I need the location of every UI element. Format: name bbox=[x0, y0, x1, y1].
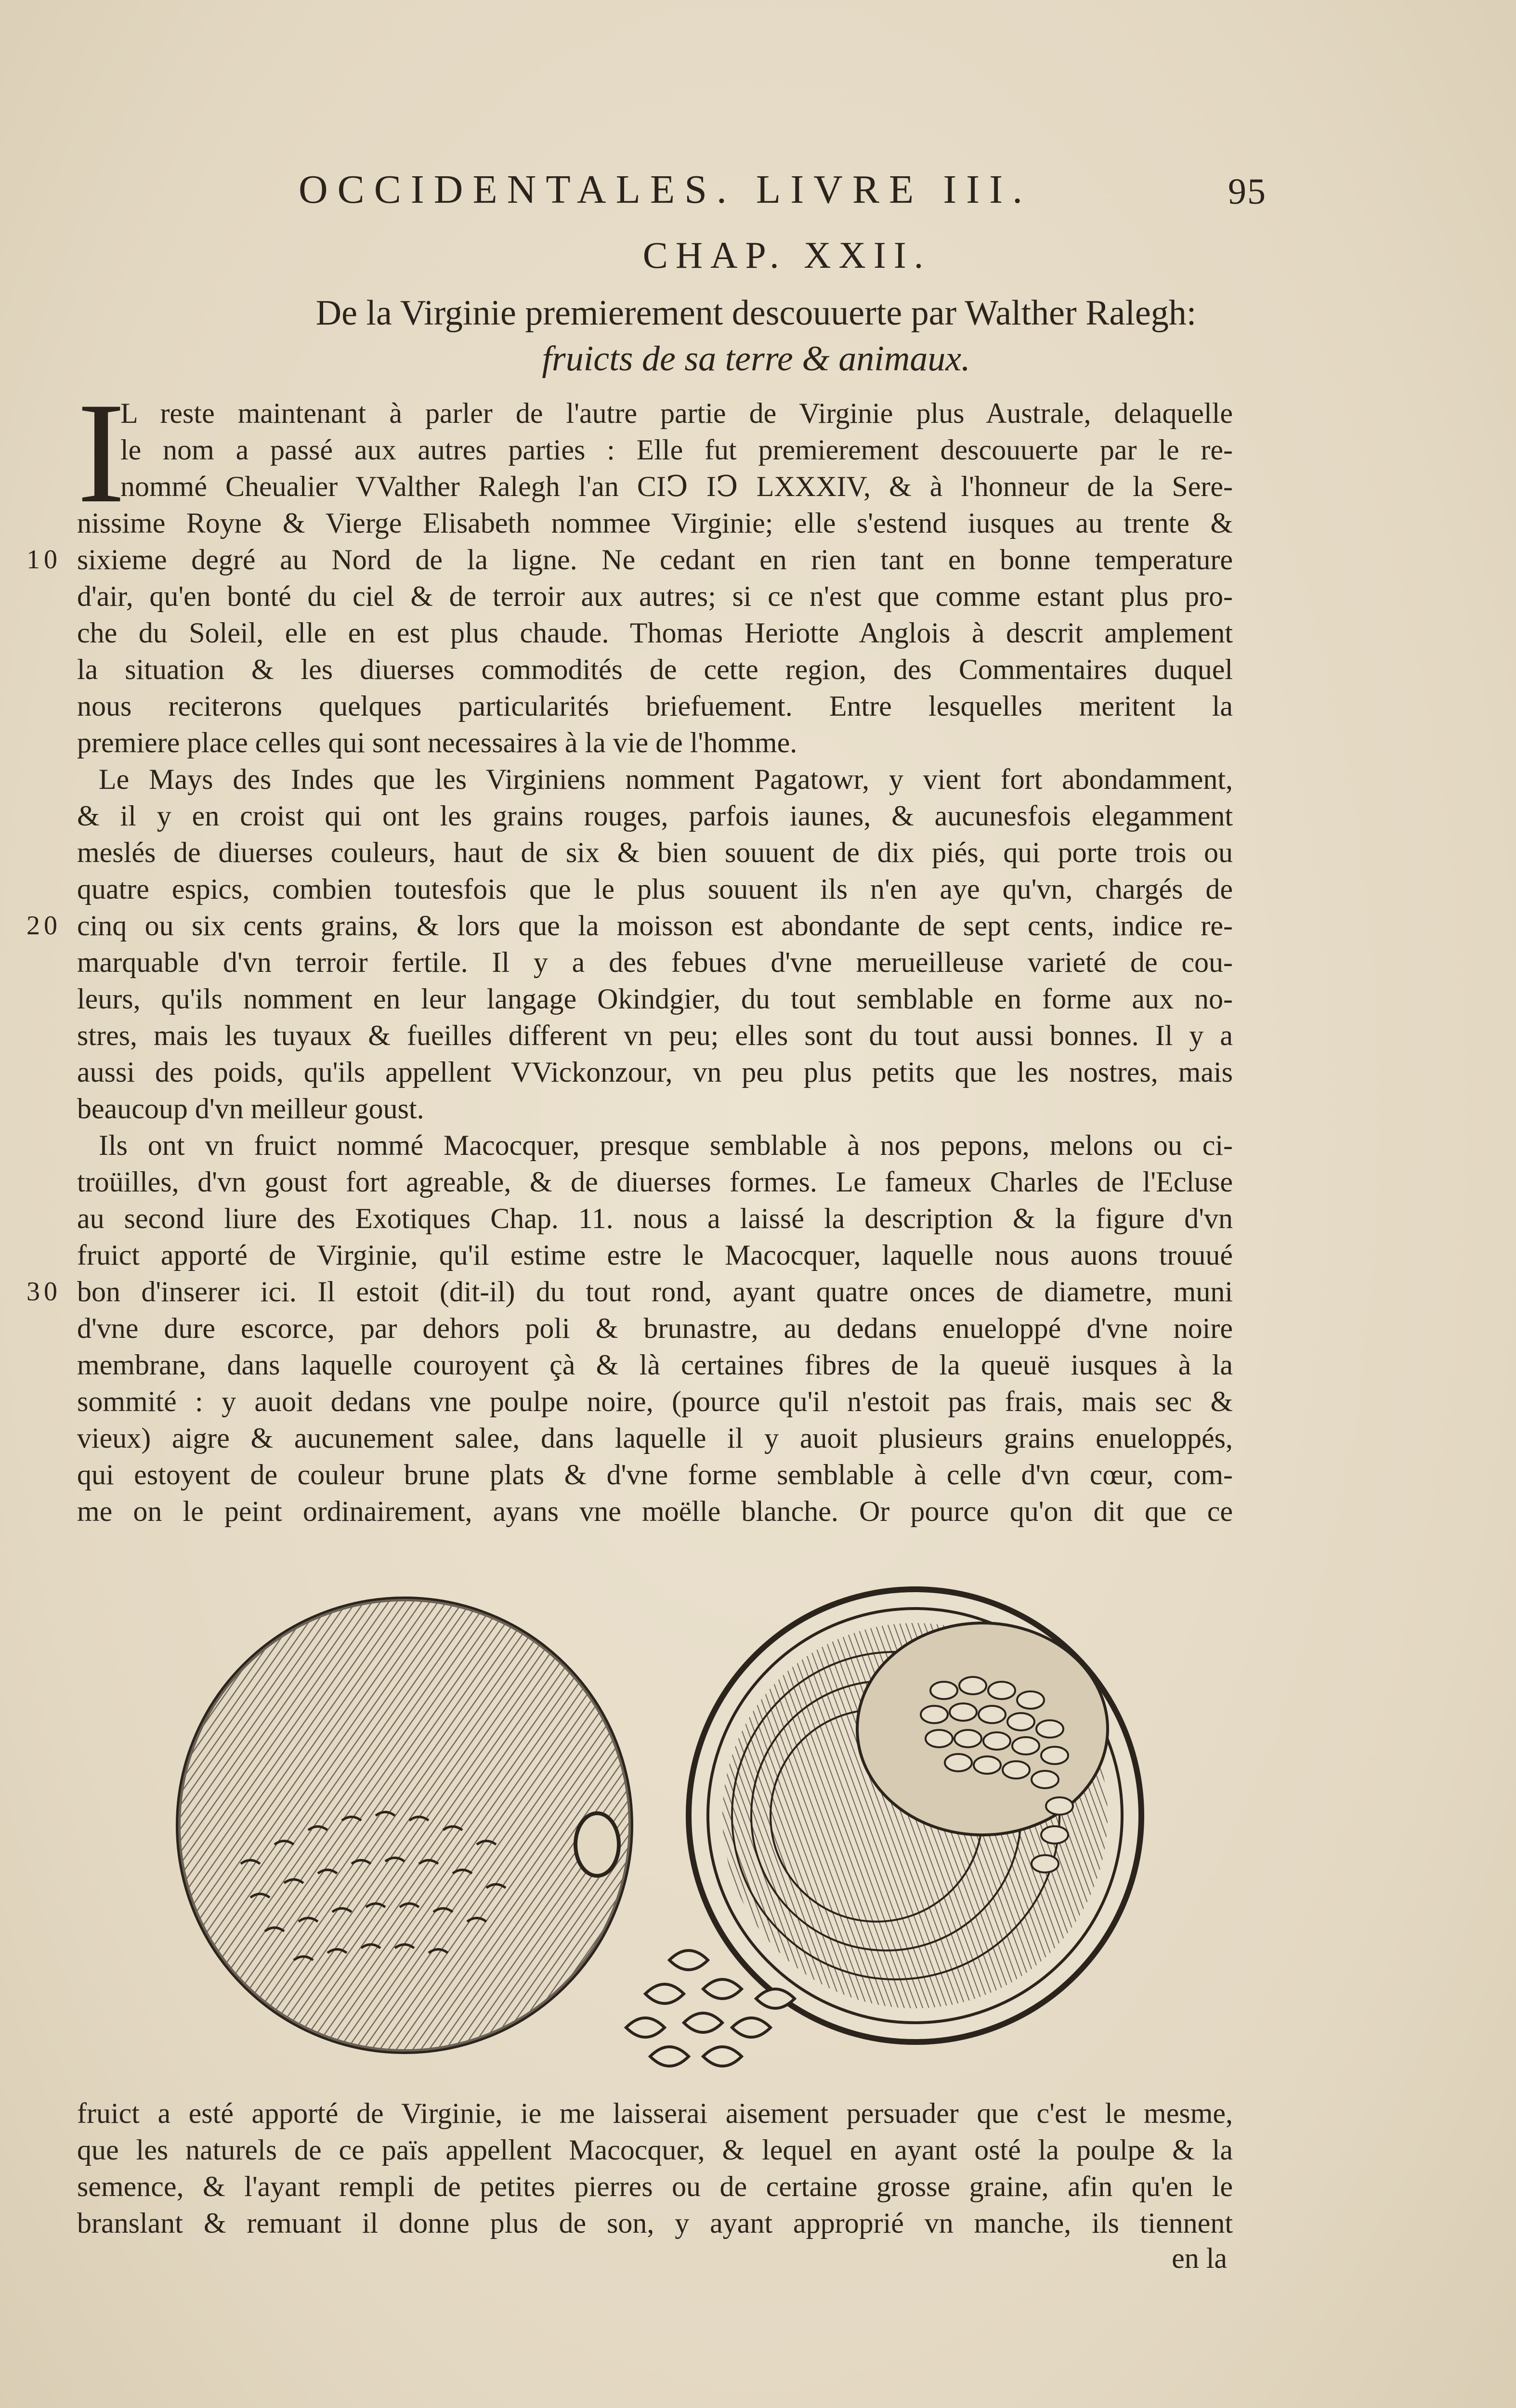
margin-line-number: 20 bbox=[26, 911, 61, 941]
margin-line-number: 30 bbox=[26, 1277, 61, 1307]
text-line: d'vne dure escorce, par dehors poli & brunastre, au dedans enueloppé d'vne noire bbox=[77, 1312, 1233, 1344]
text-line: nous reciterons quelques particularités briefuement. Entre lesquelles meritent la bbox=[77, 690, 1233, 722]
text-line: Le Mays des Indes que les Virginiens nomment Pagatowr, y vient fort abondamment, bbox=[99, 763, 1233, 795]
text-line: semence, & l'ayant rempli de petites pierres ou de certaine grosse graine, afin qu'en le bbox=[77, 2171, 1233, 2202]
catchword: en la bbox=[1172, 2242, 1227, 2274]
text-line: & il y en croist qui ont les grains rouges, parfois iaunes, & aucunesfois elegamment bbox=[77, 800, 1233, 832]
margin-line-number: 10 bbox=[26, 545, 61, 575]
drop-cap: I bbox=[77, 373, 125, 533]
running-head: OCCIDENTALES. LIVRE III. bbox=[299, 167, 1032, 212]
text-line: branslant & remuant il donne plus de son, y ayant approprié vn manche, ils tiennent bbox=[77, 2207, 1233, 2239]
text-line: la situation & les diuerses commodités de cette region, des Commentaires duquel bbox=[77, 654, 1233, 685]
text-line: me on le peint ordinairement, ayans vne moëlle blanche. Or pource qu'on dit que ce bbox=[77, 1495, 1233, 1527]
text-line: beaucoup d'vn meilleur goust. bbox=[77, 1093, 424, 1125]
text-line: fruict apporté de Virginie, qu'il estime estre le Macocquer, laquelle nous auons trouué bbox=[77, 1239, 1233, 1271]
text-line: que les naturels de ce païs appellent Macocquer, & lequel en ayant osté la poulpe & la bbox=[77, 2134, 1233, 2166]
text-line: fruict a esté apporté de Virginie, ie me laisserai aisement persuader que c'est le mesme, bbox=[77, 2097, 1233, 2129]
text-line: au second liure des Exotiques Chap. 11. nous a laissé la description & la figure d'vn bbox=[77, 1203, 1233, 1234]
text-line: che du Soleil, elle en est plus chaude. Thomas Heriotte Anglois à descrit amplement bbox=[77, 617, 1233, 649]
text-line: le nom a passé aux autres parties : Elle fut premierement descouuerte par le re- bbox=[120, 434, 1233, 466]
page-header bbox=[299, 166, 1267, 219]
text-line: 10 sixieme degré au Nord de la ligne. Ne cedant en rien tant en bonne temperature bbox=[77, 541, 1233, 578]
text-line: marquable d'vn terroir fertile. Il y a des febues d'vne merueilleuse varieté de cou- bbox=[77, 946, 1233, 978]
text-line: stres, mais les tuyaux & fueilles different vn peu; elles sont du tout aussi bonnes. Il y a bbox=[77, 1020, 1233, 1051]
text-line: aussi des poids, qu'ils appellent VVickonzour, vn peu plus petits que les nostres, mais bbox=[77, 1056, 1233, 1088]
text-line: Ils ont vn fruict nommé Macocquer, presque semblable à nos pepons, melons ou ci- bbox=[99, 1129, 1233, 1161]
text-line: troüilles, d'vn goust fort agreable, & de diuerses formes. Le fameux Charles de l'Ecluse bbox=[77, 1166, 1233, 1198]
chapter-title-line-1: De la Virginie premierement descouuerte par Walther Ralegh: bbox=[315, 293, 1197, 333]
paragraph-1-continued bbox=[26, 505, 1233, 1530]
text-line: L reste maintenant à parler de l'autre partie de Virginie plus Australe, delaquelle bbox=[120, 397, 1233, 429]
text-line: qui estoyent de couleur brune plats & d'vne forme semblable à celle d'vn cœur, com- bbox=[77, 1459, 1233, 1491]
text-line: premiere place celles qui sont necessaires à la vie de l'homme. bbox=[77, 727, 797, 759]
text-line: membrane, dans laquelle couroyent çà & là certaines fibres de la queuë iusques à la bbox=[77, 1349, 1233, 1381]
text-line: leurs, qu'ils nomment en leur langage Okindgier, du tout semblable en forme aux no- bbox=[77, 983, 1233, 1015]
whole-fruit bbox=[178, 1599, 631, 2052]
paragraph-4 bbox=[77, 2095, 1233, 2241]
macocquer-woodcut-illustration bbox=[164, 1546, 1165, 2090]
text-line: nissime Royne & Vierge Elisabeth nommee Virginie; elle s'estend iusques au trente & bbox=[77, 507, 1233, 539]
text-line: quatre espics, combien toutesfois que le plus souuent ils n'en aye qu'vn, chargés de bbox=[77, 873, 1233, 905]
page-number: 95 bbox=[1228, 171, 1267, 212]
cut-fruit bbox=[689, 1589, 1141, 2042]
text-line: sommité : y auoit dedans vne poulpe noire, (pource qu'il n'estoit pas frais, mais sec & bbox=[77, 1386, 1233, 1417]
text-line: nommé Cheualier VValther Ralegh l'an CIↃ IↃ LXXXIV, & à l'honneur de la Sere- bbox=[120, 471, 1233, 502]
chapter-number: CHAP. XXII. bbox=[642, 234, 931, 276]
text-line: meslés de diuerses couleurs, haut de six & bien souuent de dix piés, qui porte trois ou bbox=[77, 837, 1233, 868]
text-line: d'air, qu'en bonté du ciel & de terroir aux autres; si ce n'est que comme estant plus pro- bbox=[77, 580, 1233, 612]
text-line: 30 bon d'inserer ici. Il estoit (dit-il) du tout rond, ayant quatre onces de diametre, muni bbox=[77, 1273, 1233, 1310]
text-line: 20 cinq ou six cents grains, & lors que la moisson est abondante de sept cents, indice re- bbox=[77, 907, 1233, 944]
text-line: vieux) aigre & aucunement salee, dans laquelle il y auoit plusieurs grains enueloppés, bbox=[77, 1422, 1233, 1454]
chapter-title-line-2: fruicts de sa terre & animaux. bbox=[542, 339, 970, 379]
paragraph-1 bbox=[120, 395, 1233, 505]
